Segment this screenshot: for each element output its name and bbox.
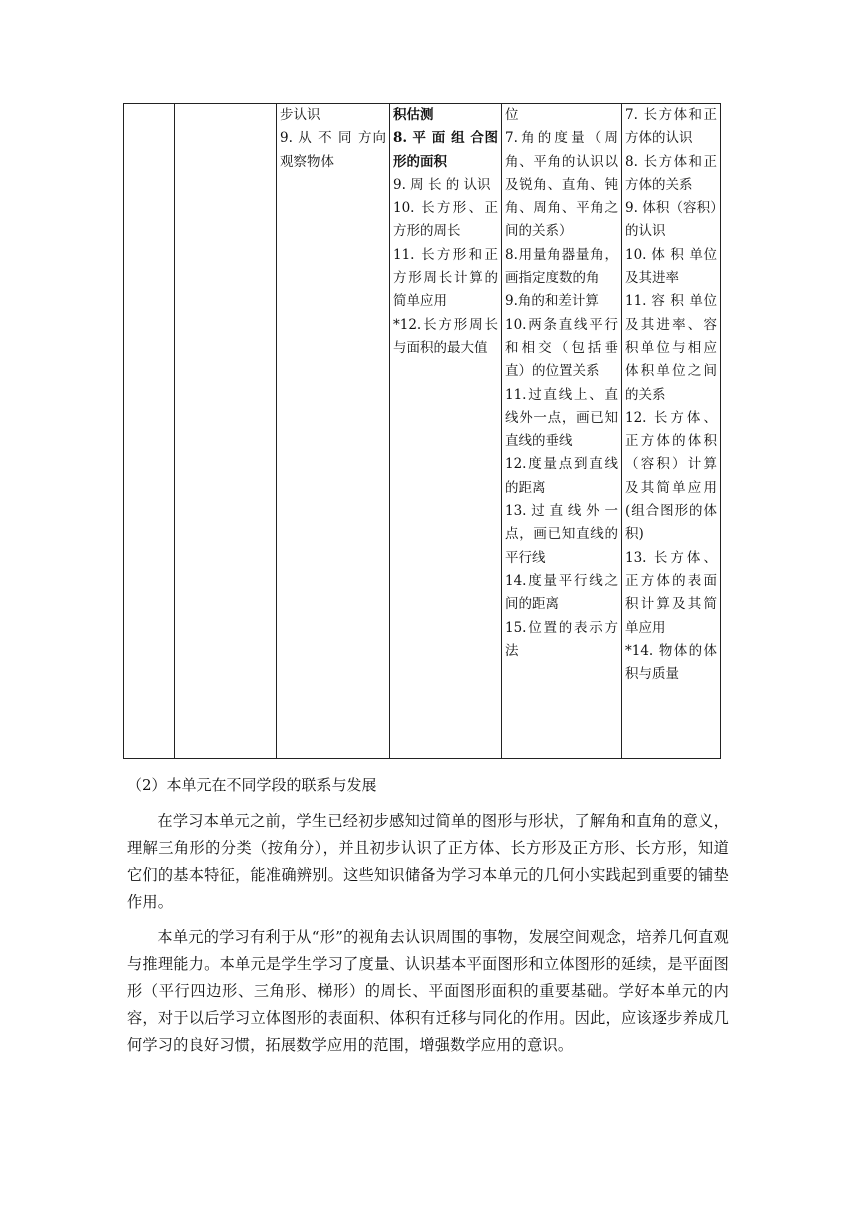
table-cell-col5 (502, 104, 622, 759)
cell-line: 9. 体积（容积）的认识 (625, 200, 717, 240)
cell-line: 11. 容 积 单位及其进率、容积单位与相应体积单位之间的关系 (625, 293, 717, 403)
cell-line: 位 (505, 107, 519, 123)
cell-line: 13.过直线外一点，画已知直线的平行线 (505, 503, 618, 566)
table-row (124, 104, 721, 759)
cell-line: 步认识 (280, 107, 321, 123)
cell-line: *12.长方形周长与面积的最大值 (393, 316, 498, 356)
cell-line: 9.角的和差计算 (505, 293, 599, 310)
cell-line: 7. 长方体和正方体的认识 (625, 107, 717, 147)
cell-line: 8.用量角器量角，画指定度数的角 (505, 246, 618, 287)
cell-line: *14. 物体的体积与质量 (625, 642, 717, 683)
cell-line: 11. 长方形和正方形周长计算的简单应用 (393, 246, 498, 310)
table-cell-col6 (622, 104, 721, 759)
cell-line: 9. 从 不 同 方向观察物体 (280, 130, 386, 170)
cell-line: 12.度量点到直线的距离 (505, 456, 618, 496)
cell-line: 11.过直线上、直线外一点，画已知直线的垂线 (505, 386, 618, 450)
cell-line: 14.度量平行线之间的距离 (505, 572, 618, 613)
cell-line-bold: 8. 平 面 组 合图形的面积 (393, 130, 498, 170)
cell-line: 7.角的度量（周角、平角的认识以及锐角、直角、钝角、周角、平角之间的关系） (505, 130, 618, 240)
section-heading: （2）本单元在不同学段的联系与发展 (127, 776, 377, 794)
paragraph-2: 本单元的学习有利于从“形”的视角去认识周围的事物，发展空间观念，培养几何直观与推理能力。本单元是学生学习了度量、认识基本平面图形和立体图形的延续，是平面图形（平行四边形、三角形、梯形）的周长、平面图形面积的重要基础。学好本单元的内容，对于以后学习立体图形的表面积、体积有迁移与同化的作用。因此，应该逐步养成几何学习的良好习惯，拓展数学应用的范围，增强数学应用的意识。 (127, 928, 729, 1054)
cell-line: 15.位置的表示方法 (505, 619, 618, 659)
cell-line: 13. 长方体、正方体的表面积计算及其简单应用 (625, 549, 717, 636)
table-cell-col4 (390, 104, 502, 759)
cell-line: 8. 长方体和正方体的关系 (625, 153, 717, 193)
table-cell-col1 (124, 104, 175, 759)
cell-line: 12. 长方体、正方体的体积（容积）计算及其简单应用(组合图形的体积) (625, 409, 717, 543)
cell-line-bold: 积估测 (393, 107, 434, 123)
cell-line: 10.两条直线平行和相交（包括垂直）的位置关系 (505, 316, 618, 380)
paragraph-1: 在学习本单元之前，学生已经初步感知过简单的图形与形状，了解角和直角的意义，理解三角形的分类（按角分），并且初步认识了正方体、长方形及正方形、长方形，知道它们的基本特征，能准确辨别。这些知识储备为学习本单元的几何小实践起到重要的铺垫作用。 (127, 812, 729, 911)
table-cell-col2 (175, 104, 277, 759)
cell-line: 10. 长方形、正方形的周长 (393, 200, 498, 240)
cell-line: 9. 周 长 的 认识 (393, 176, 491, 193)
table-cell-col3 (277, 104, 390, 759)
curriculum-table (123, 103, 721, 759)
cell-line: 10. 体 积 单位及其进率 (625, 246, 717, 287)
